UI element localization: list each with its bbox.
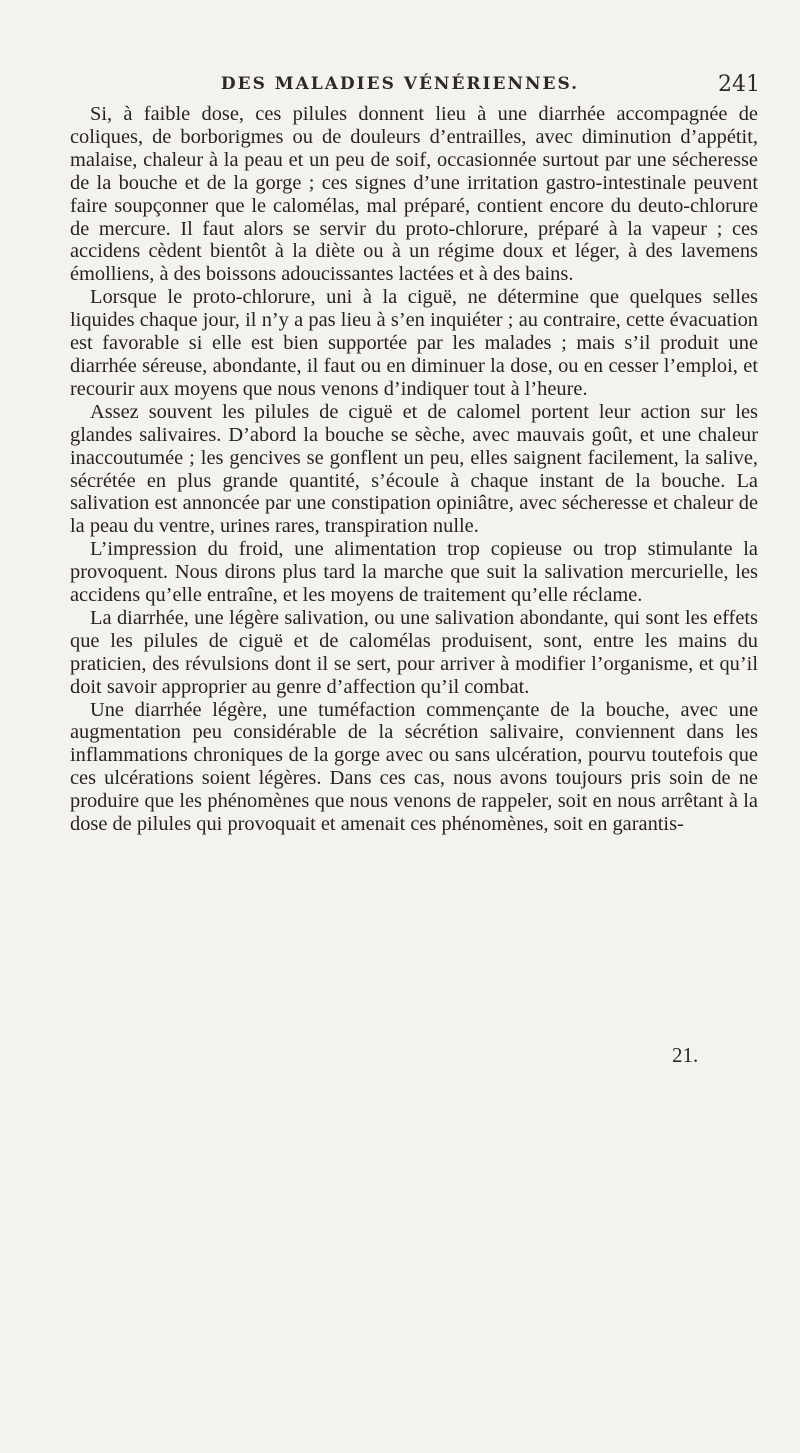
page-number: 241 [718,72,760,97]
paragraph-6: Une diarrhée légère, une tuméfaction commençante de la bouche, avec une augmentation peu considérable de la sécrétion salivaire, conviennent dans les inflammations chroniques de la gorge avec ou sans ulcération, pourvu toutefois que ces ulcérations soient légères. Dans ces cas, nous avons toujours pris soin de ne produire que les phénomènes que nous venons de rappeler, soit en nous arrêtant à la dose de pilules qui provoquait et amenait ces phénomènes, soit en garantis- [70,698,758,836]
paragraph-3: Assez souvent les pilules de ciguë et de calomel portent leur action sur les glandes salivaires. D’abord la bouche se sèche, avec mauvais goût, et une chaleur inaccoutumée ; les gencives se gonflent un peu, elles saignent facilement, la salive, sécrétée en plus grande quantité, s’écoule à chaque instant de la bouche. La salivation est annoncée par une constipation opiniâtre, avec sécheresse et chaleur de la peau du ventre, urines rares, transpiration nulle. [70,400,758,538]
running-title: DES MALADIES VÉNÉRIENNES. [220,74,580,94]
signature-mark: 21. [672,1043,699,1067]
paragraph-5: La diarrhée, une légère salivation, ou une salivation abondante, qui sont les effets que les pilules de ciguë et de calomélas produisent, sont, entre les mains du praticien, des révulsions dont il se sert, pour arriver à modifier l’organisme, et qu’il doit savoir approprier au genre d’affection qu’il combat. [70,606,758,698]
running-head [60,74,760,104]
body-text [70,103,758,836]
paragraph-4: L’impression du froid, une alimentation trop copieuse ou trop stimulante la provoquent. Nous dirons plus tard la marche que suit la salivation mercurielle, les accidens qu’elle entraîne, et les moyens de traitement qu’elle réclame. [70,538,758,607]
paragraph-1: Si, à faible dose, ces pilules donnent lieu à une diarrhée accompagnée de coliques, de borborigmes ou de douleurs d’entrailles, avec diminution d’appétit, malaise, chaleur à la peau et un peu de soif, occasionnée surtout par une sécheresse de la bouche et de la gorge ; ces signes d’une irritation gastro-intestinale peuvent faire soupçonner que le calomélas, mal préparé, contient encore du deuto-chlorure de mercure. Il faut alors se servir du proto-chlorure, préparé à la vapeur ; ces accidens cèdent bientôt à la diète ou à un régime doux et léger, à des lavemens émolliens, à des boissons adoucissantes lactées et à des bains. [70,103,758,286]
paragraph-2: Lorsque le proto-chlorure, uni à la ciguë, ne détermine que quelques selles liquides chaque jour, il n’y a pas lieu à s’en inquiéter ; au contraire, cette évacuation est favorable si elle est bien supportée par les malades ; mais s’il produit une diarrhée séreuse, abondante, il faut ou en diminuer la dose, ou en cesser l’emploi, et recourir aux moyens que nous venons d’indiquer tout à l’heure. [70,286,758,400]
